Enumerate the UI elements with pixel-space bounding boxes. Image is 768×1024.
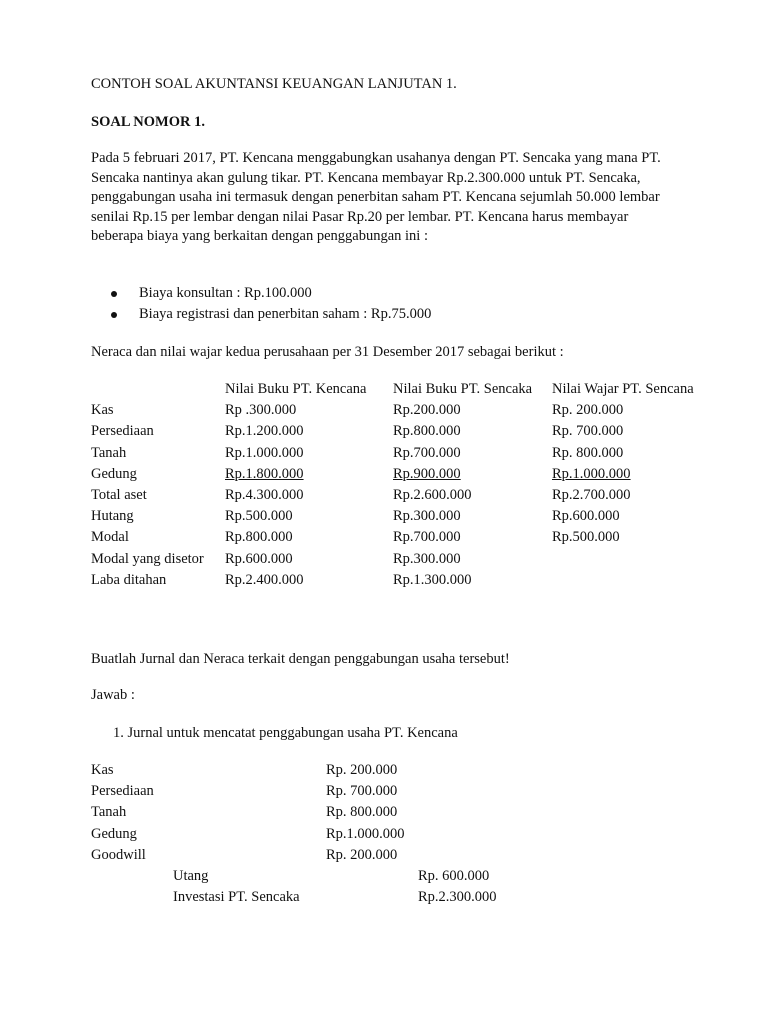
table-cell: Rp .300.000 [225,402,297,419]
question-heading: SOAL NOMOR 1. [91,114,205,130]
journal-account: Tanah [91,804,127,821]
table-cell: Rp.2.400.000 [225,571,304,588]
column-header: Nilai Buku PT. Kencana [225,381,367,397]
table-cell: Rp.700.000 [393,444,461,461]
bullet-text: Biaya registrasi dan penerbitan saham : Rp.75.000 [139,306,432,322]
table-cell: Rp.800.000 [393,423,461,440]
journal-credit: Rp.2.300.000 [418,889,497,906]
table-cell: Rp.2.600.000 [393,486,472,503]
answer-label: Jawab : [91,687,135,703]
journal-debit: Rp.1.000.000 [326,825,405,842]
bullet-icon [111,291,117,297]
table-cell: Rp. 200.000 [552,402,624,419]
column-header: Nilai Wajar PT. Sencana [552,381,694,397]
bullet-text: Biaya konsultan : Rp.100.000 [139,285,312,301]
row-label: Gedung [91,465,137,482]
journal-account: Kas [91,762,114,778]
row-label: Kas [91,402,114,419]
journal-account: Investasi PT. Sencaka [173,889,300,906]
document-title: CONTOH SOAL AKUNTANSI KEUANGAN LANJUTAN 1. [91,76,457,92]
table-cell: Rp.1.200.000 [225,423,304,440]
journal-debit: Rp. 200.000 [326,762,398,778]
question-intro: Pada 5 februari 2017, PT. Kencana menggabungkan usahanya dengan PT. Sencaka yang mana PT. Sencaka nantinya akan gulung tikar. PT. Kencana membayar Rp.2.300.000 untuk PT. Sencaka, penggabungan usaha ini termasuk dengan penerbitan saham PT. Kencana sejumlah 50.000 lembar senilai Rp.15 per lembar dengan nilai Pasar Rp.20 per lembar. PT. Kencana harus membayar beberapa biaya yang berkaitan dengan penggabungan ini : [91,150,661,244]
journal-account: Persediaan [91,783,154,800]
table-cell: Rp.300.000 [393,508,461,525]
table-cell: Rp.700.000 [393,529,461,546]
table-cell: Rp.800.000 [225,529,293,546]
table-cell: Rp.500.000 [225,508,293,525]
table-cell: Rp.600.000 [552,508,620,525]
row-label: Modal [91,529,129,546]
table-cell: Rp.4.300.000 [225,486,304,503]
column-header: Nilai Buku PT. Sencaka [393,381,533,397]
table-cell: Rp.2.700.000 [552,486,631,503]
journal-credit: Rp. 600.000 [418,867,490,884]
table-cell: Rp.900.000 [393,465,461,482]
table-cell: Rp.1.000.000 [225,444,304,461]
row-label: Persediaan [91,423,154,440]
row-label: Modal yang disetor [91,550,204,567]
answer-item: 1. Jurnal untuk mencatat penggabungan usaha PT. Kencana [113,725,458,741]
journal-debit: Rp. 700.000 [326,783,398,800]
row-label: Tanah [91,444,127,461]
row-label: Hutang [91,508,134,525]
instruction-text: Buatlah Jurnal dan Neraca terkait dengan penggabungan usaha tersebut! [91,651,510,667]
journal-account: Utang [173,867,209,884]
table-cell: Rp. 800.000 [552,444,624,461]
journal-debit: Rp. 200.000 [326,846,398,863]
table-cell: Rp.1.300.000 [393,571,472,588]
balance-sheet-intro: Neraca dan nilai wajar kedua perusahaan per 31 Desember 2017 sebagai berikut : [91,344,564,360]
bullet-icon [111,312,117,318]
table-cell: Rp.200.000 [393,402,461,419]
table-cell: Rp. 700.000 [552,423,624,440]
row-label: Laba ditahan [91,571,167,588]
table-cell: Rp.500.000 [552,529,620,546]
journal-account: Goodwill [91,846,146,863]
row-label: Total aset [91,486,147,503]
journal-debit: Rp. 800.000 [326,804,398,821]
journal-account: Gedung [91,825,137,842]
table-cell: Rp.600.000 [225,550,293,567]
table-cell: Rp.1.000.000 [552,465,631,482]
table-cell: Rp.300.000 [393,550,461,567]
table-cell: Rp.1.800.000 [225,465,304,482]
